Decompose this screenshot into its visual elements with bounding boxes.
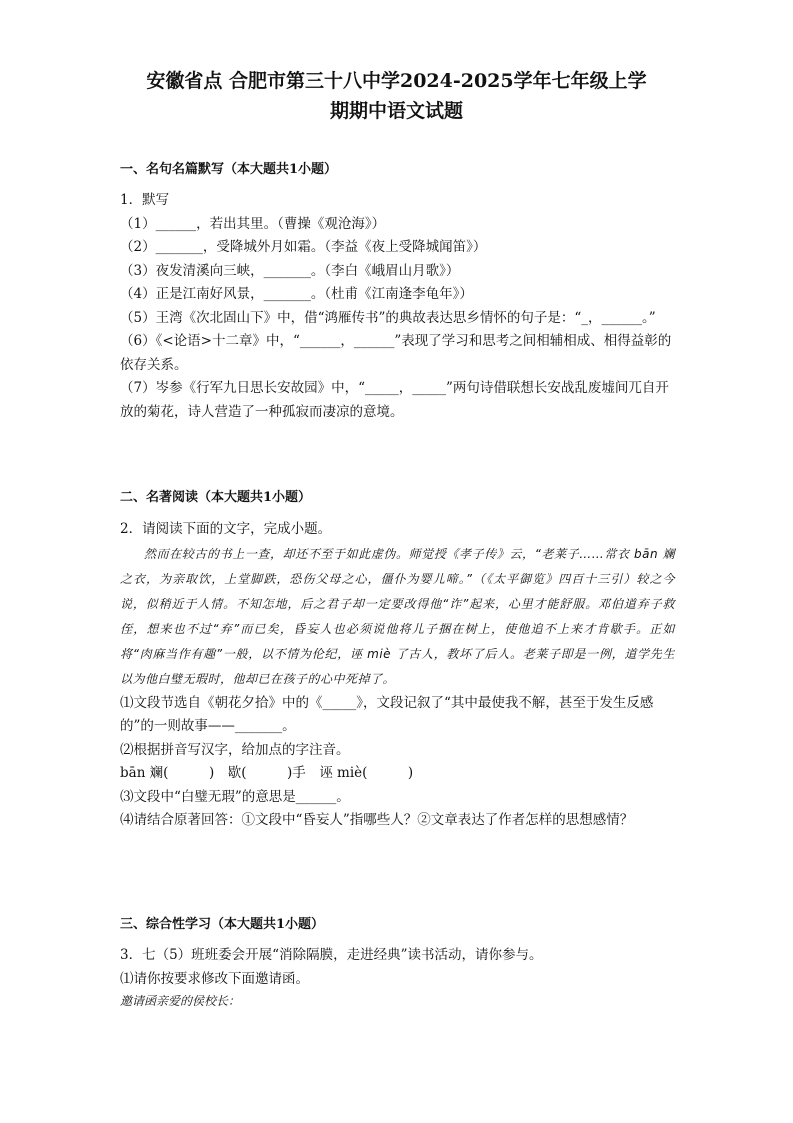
question-1-item-2: （2）_______，受降城外月如霜。（李益《夜上受降城闻笛》） bbox=[120, 239, 487, 255]
section-2-heading-block bbox=[120, 487, 675, 509]
question-1-item-1: （1）______，若出其里。（曹操《观沧海》） bbox=[120, 215, 386, 232]
question-1-item-7: （7）岑参《行军九日思长安故园》中，“_____，_____”两句诗借联想长安战乱废墟间兀自开放的菊花，诗人营造了一种孤寂而凄凉的意境。 bbox=[120, 380, 669, 420]
section-3-body bbox=[120, 944, 675, 1011]
section-heading: 三、综合性学习（本大题共1小题） bbox=[120, 917, 325, 932]
question-2-sub-3: ⑶文段中“白璧无瑕”的意思是______。 bbox=[120, 788, 350, 805]
title-line-1: 安徽省点 合肥市第三十八中学2024-2025学年七年级上学 bbox=[146, 70, 647, 92]
section-1-body bbox=[120, 189, 675, 424]
section-1-heading-block bbox=[120, 159, 675, 181]
question-2-sub-2: ⑵根据拼音写汉字，给加点的字注音。 bbox=[120, 741, 350, 758]
invitation-letter-start: 邀请函亲爱的侯校长： bbox=[120, 994, 241, 1008]
section-heading: 二、名著阅读（本大题共1小题） bbox=[120, 490, 312, 505]
section-heading: 一、名句名篇默写（本大题共1小题） bbox=[120, 162, 338, 177]
reading-passage: 然而在较古的书上一查，却还不至于如此虚伪。师觉授《孝子传》云，“老莱子……常衣 bān 斓之衣，为亲取饮，上堂脚跌，恐伤父母之心，僵仆为婴儿啼。”（《太平御览》四百十三引）较之今说，似稍近于人情。不知怎地，后之君子却一定要改得他“诈”起来，心里才能舒服。邓伯道弃子救侄，想来也不过“弃”而已矣，昏妄人也必须说他将儿子捆在树上，使他追不上来才肯歇手。正如将“肉麻当作有趣”一般，以不情为伦纪，诬 miè 了古人，教坏了后人。老莱子即是一例，道学先生以为他白璧无瑕时，他却已在孩子的心中死掉了。 bbox=[120, 546, 675, 686]
document-title bbox=[100, 66, 693, 126]
question-2-sub-2-blanks: bān 斓( ) 歇( )手 诬 miè( ) bbox=[120, 765, 414, 781]
question-3-label: 3．七（5）班班委会开展“消除隔膜，走进经典”读书活动，请你参与。 bbox=[120, 947, 543, 963]
question-1-item-6: （6）《<论语>十二章》中，“______，______”表现了学习和思考之间相辅相成、相得益彰的依存关系。 bbox=[120, 333, 672, 373]
question-1-label: 1．默写 bbox=[120, 192, 170, 208]
title-line-2: 期期中语文试题 bbox=[329, 100, 463, 122]
question-1-item-4: （4）正是江南好风景，_______。（杜甫《江南逢李龟年》） bbox=[120, 286, 473, 302]
question-3-sub-1: ⑴请你按要求修改下面邀请函。 bbox=[120, 970, 309, 987]
question-2-sub-4: ⑷请结合原著回答：①文段中“昏妄人”指哪些人？②文章表达了作者怎样的思想感情？ bbox=[120, 812, 634, 828]
section-2-body bbox=[120, 518, 675, 833]
question-1-item-5: （5）王湾《次北固山下》中，借“鸿雁传书”的典故表达思乡情怀的句子是：“_，______。” bbox=[120, 309, 656, 326]
section-3-heading-block bbox=[120, 914, 675, 936]
question-2-sub-1: ⑴文段节选自《朝花夕拾》中的《_____》，文段记叙了“其中最使我不解，甚至于发生反感的”的一则故事——_______。 bbox=[120, 694, 654, 734]
question-1-item-3: （3）夜发清溪向三峡，_______。（李白《峨眉山月歌》） bbox=[120, 262, 460, 279]
question-2-intro: 2．请阅读下面的文字，完成小题。 bbox=[120, 521, 332, 537]
